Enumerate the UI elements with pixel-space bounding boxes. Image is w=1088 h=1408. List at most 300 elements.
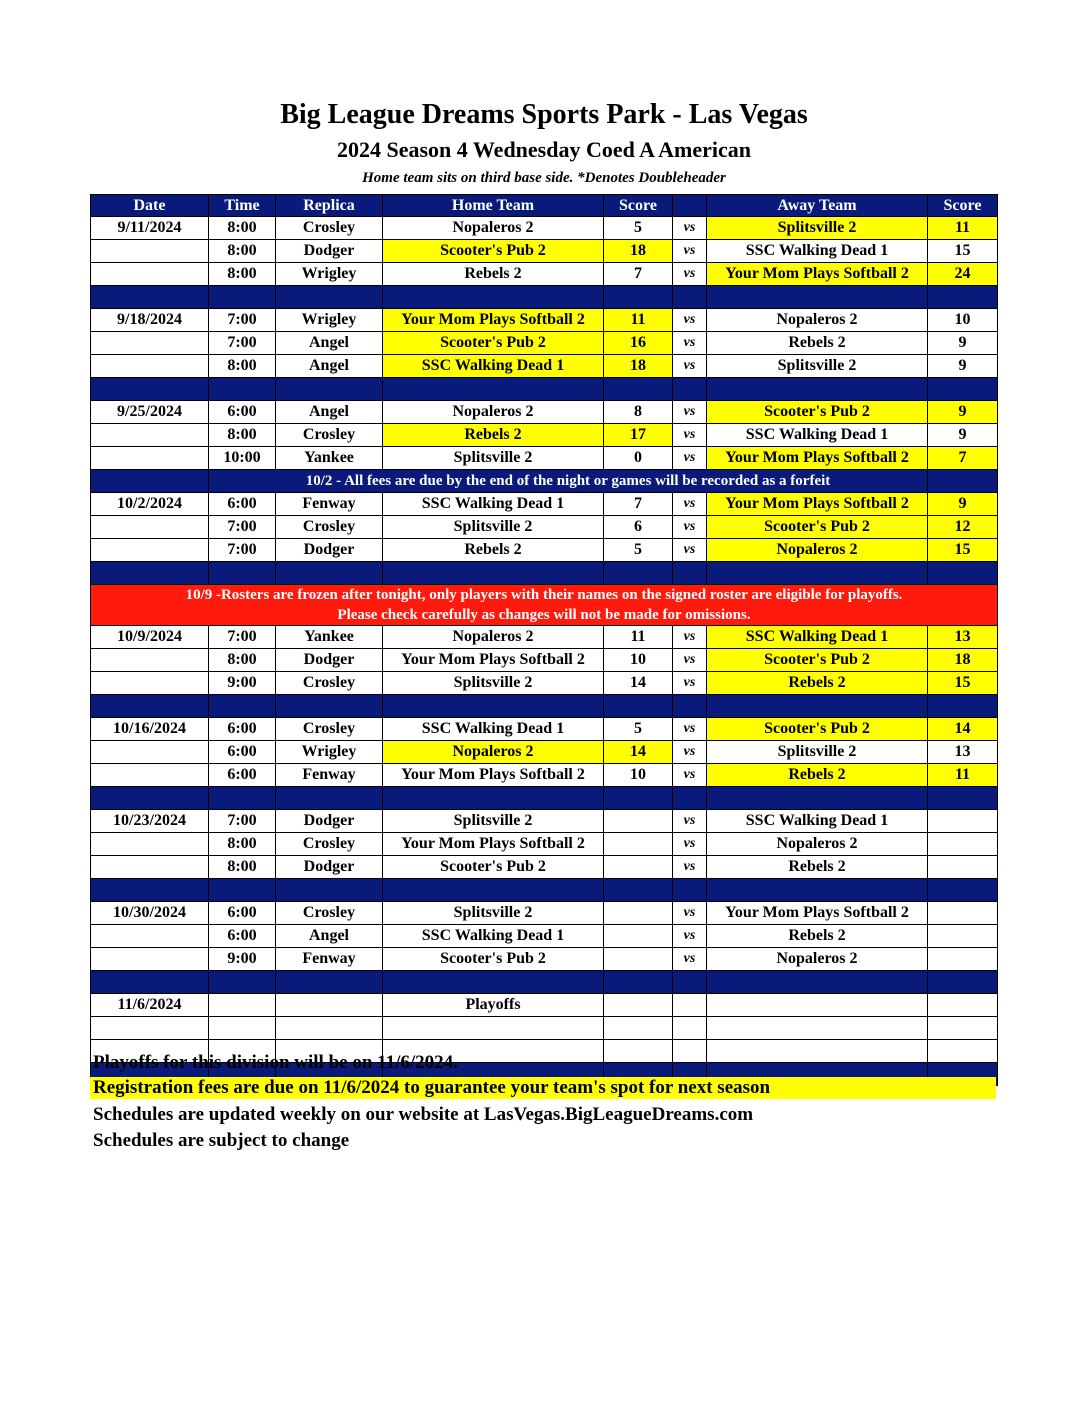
date-cell xyxy=(91,764,209,787)
date-cell xyxy=(91,539,209,562)
game-row xyxy=(91,856,998,879)
home-score-cell xyxy=(604,1040,673,1063)
home-score-cell: 5 xyxy=(604,217,673,240)
away-score-cell: 15 xyxy=(928,240,998,263)
time-cell: 6:00 xyxy=(209,718,276,741)
away-score-cell: 10 xyxy=(928,309,998,332)
col-header-away-score: Score xyxy=(928,195,998,217)
away-score-cell xyxy=(928,925,998,948)
separator-cell xyxy=(707,378,928,401)
separator-cell xyxy=(928,378,998,401)
replica-cell: Angel xyxy=(276,332,383,355)
replica-cell: Crosley xyxy=(276,217,383,240)
vs-cell: vs xyxy=(673,718,707,741)
time-cell: 8:00 xyxy=(209,240,276,263)
date-cell xyxy=(91,833,209,856)
time-cell: 8:00 xyxy=(209,263,276,286)
time-cell: 9:00 xyxy=(209,948,276,971)
home-team-cell: Rebels 2 xyxy=(383,539,604,562)
game-row xyxy=(91,355,998,378)
away-score-cell: 15 xyxy=(928,672,998,695)
replica-cell: Wrigley xyxy=(276,741,383,764)
home-score-cell: 5 xyxy=(604,718,673,741)
game-row xyxy=(91,718,998,741)
game-row xyxy=(91,332,998,355)
away-score-cell xyxy=(928,833,998,856)
col-header-home-score: Score xyxy=(604,195,673,217)
notice-spacer-cell xyxy=(91,470,209,493)
home-score-cell xyxy=(604,833,673,856)
separator-cell xyxy=(673,971,707,994)
time-cell: 8:00 xyxy=(209,355,276,378)
roster-alert-line-2: Please check carefully as changes will not be made for omissions. xyxy=(337,607,751,623)
home-team-cell: Nopaleros 2 xyxy=(383,626,604,649)
home-score-cell: 6 xyxy=(604,516,673,539)
game-row xyxy=(91,741,998,764)
away-score-cell: 13 xyxy=(928,626,998,649)
away-score-cell: 9 xyxy=(928,493,998,516)
away-team-cell xyxy=(707,1017,928,1040)
time-cell: 6:00 xyxy=(209,741,276,764)
game-row xyxy=(91,810,998,833)
away-score-cell xyxy=(928,810,998,833)
date-cell: 10/30/2024 xyxy=(91,902,209,925)
home-score-cell: 18 xyxy=(604,240,673,263)
vs-cell: vs xyxy=(673,902,707,925)
time-cell: 10:00 xyxy=(209,447,276,470)
away-score-cell xyxy=(928,1040,998,1063)
separator-cell xyxy=(91,378,209,401)
separator-cell xyxy=(604,879,673,902)
roster-alert-line-1: 10/9 -Rosters are frozen after tonight, only players with their names on the signed roster are eligible for playoffs. xyxy=(185,587,903,603)
home-team-cell: Splitsville 2 xyxy=(383,810,604,833)
game-row xyxy=(91,217,998,240)
home-score-cell xyxy=(604,925,673,948)
home-team-cell: Nopaleros 2 xyxy=(383,401,604,424)
footer-playoffs-note: Playoffs for this division will be on 11/6/2024. xyxy=(93,1052,458,1073)
time-cell: 6:00 xyxy=(209,764,276,787)
game-row xyxy=(91,764,998,787)
away-score-cell: 9 xyxy=(928,355,998,378)
away-score-cell: 7 xyxy=(928,447,998,470)
week-separator-row xyxy=(91,971,998,994)
separator-cell xyxy=(604,695,673,718)
away-team-cell: Rebels 2 xyxy=(707,925,928,948)
time-cell: 6:00 xyxy=(209,401,276,424)
home-score-cell xyxy=(604,994,673,1017)
separator-cell xyxy=(707,695,928,718)
separator-cell xyxy=(383,695,604,718)
replica-cell: Yankee xyxy=(276,626,383,649)
replica-cell: Fenway xyxy=(276,764,383,787)
seating-note: Home team sits on third base side. *Denotes Doubleheader xyxy=(362,170,726,186)
separator-cell xyxy=(276,562,383,585)
date-cell xyxy=(91,263,209,286)
roster-alert-cell xyxy=(91,585,998,626)
away-score-cell xyxy=(928,948,998,971)
separator-cell xyxy=(673,695,707,718)
vs-cell: vs xyxy=(673,355,707,378)
game-row xyxy=(91,424,998,447)
vs-cell: vs xyxy=(673,810,707,833)
date-cell xyxy=(91,447,209,470)
separator-cell xyxy=(276,879,383,902)
home-score-cell: 5 xyxy=(604,539,673,562)
separator-cell xyxy=(604,787,673,810)
home-team-cell: Scooter's Pub 2 xyxy=(383,240,604,263)
away-team-cell: Your Mom Plays Softball 2 xyxy=(707,493,928,516)
separator-cell xyxy=(276,378,383,401)
separator-cell xyxy=(928,695,998,718)
game-row xyxy=(91,263,998,286)
away-team-cell: Nopaleros 2 xyxy=(707,833,928,856)
date-cell: 11/6/2024 xyxy=(91,994,209,1017)
separator-cell xyxy=(276,787,383,810)
time-cell: 8:00 xyxy=(209,217,276,240)
separator-cell xyxy=(707,879,928,902)
col-header-replica: Replica xyxy=(276,195,383,217)
col-header-date: Date xyxy=(91,195,209,217)
replica-cell: Fenway xyxy=(276,493,383,516)
time-cell: 7:00 xyxy=(209,332,276,355)
vs-cell: vs xyxy=(673,856,707,879)
footer-website-note: Schedules are updated weekly on our website at LasVegas.BigLeagueDreams.com xyxy=(93,1104,754,1125)
separator-cell xyxy=(928,562,998,585)
date-cell xyxy=(91,240,209,263)
date-cell: 10/23/2024 xyxy=(91,810,209,833)
away-team-cell: Your Mom Plays Softball 2 xyxy=(707,902,928,925)
away-team-cell: Nopaleros 2 xyxy=(707,539,928,562)
separator-cell xyxy=(91,562,209,585)
replica-cell: Dodger xyxy=(276,810,383,833)
date-cell xyxy=(91,424,209,447)
vs-cell: vs xyxy=(673,447,707,470)
separator-cell xyxy=(673,787,707,810)
replica-cell: Angel xyxy=(276,925,383,948)
replica-cell: Dodger xyxy=(276,539,383,562)
away-team-cell: Scooter's Pub 2 xyxy=(707,401,928,424)
date-cell: 9/11/2024 xyxy=(91,217,209,240)
separator-cell xyxy=(209,562,276,585)
time-cell: 8:00 xyxy=(209,424,276,447)
week-separator-row xyxy=(91,879,998,902)
replica-cell: Crosley xyxy=(276,424,383,447)
away-team-cell: Nopaleros 2 xyxy=(707,948,928,971)
vs-cell: vs xyxy=(673,672,707,695)
vs-cell: vs xyxy=(673,741,707,764)
week-separator-row xyxy=(91,787,998,810)
vs-cell: vs xyxy=(673,424,707,447)
time-cell: 7:00 xyxy=(209,516,276,539)
home-team-cell: Your Mom Plays Softball 2 xyxy=(383,764,604,787)
date-cell: 9/18/2024 xyxy=(91,309,209,332)
col-header-home-team: Home Team xyxy=(383,195,604,217)
col-header-away-team: Away Team xyxy=(707,195,928,217)
away-team-cell: Nopaleros 2 xyxy=(707,309,928,332)
time-cell: 9:00 xyxy=(209,672,276,695)
vs-cell: vs xyxy=(673,401,707,424)
replica-cell xyxy=(276,994,383,1017)
away-score-cell xyxy=(928,856,998,879)
week-separator-row xyxy=(91,695,998,718)
separator-cell xyxy=(383,286,604,309)
separator-cell xyxy=(604,562,673,585)
home-score-cell: 17 xyxy=(604,424,673,447)
away-score-cell: 11 xyxy=(928,764,998,787)
date-cell: 10/2/2024 xyxy=(91,493,209,516)
col-header-time: Time xyxy=(209,195,276,217)
time-cell: 7:00 xyxy=(209,539,276,562)
away-score-cell: 24 xyxy=(928,263,998,286)
away-team-cell: Splitsville 2 xyxy=(707,741,928,764)
separator-cell xyxy=(209,971,276,994)
separator-cell xyxy=(209,286,276,309)
game-row xyxy=(91,672,998,695)
time-cell xyxy=(209,1017,276,1040)
date-cell: 10/16/2024 xyxy=(91,718,209,741)
time-cell: 6:00 xyxy=(209,925,276,948)
home-team-cell: SSC Walking Dead 1 xyxy=(383,493,604,516)
game-row xyxy=(91,240,998,263)
home-team-cell: Your Mom Plays Softball 2 xyxy=(383,833,604,856)
away-score-cell xyxy=(928,1017,998,1040)
separator-cell xyxy=(928,286,998,309)
footer-registration-note: Registration fees are due on 11/6/2024 to guarantee your team's spot for next season xyxy=(90,1077,996,1099)
home-team-cell: Splitsville 2 xyxy=(383,902,604,925)
separator-cell xyxy=(91,695,209,718)
col-header-vs xyxy=(673,195,707,217)
home-team-cell: Rebels 2 xyxy=(383,263,604,286)
separator-cell xyxy=(604,286,673,309)
home-team-cell: Splitsville 2 xyxy=(383,447,604,470)
home-score-cell xyxy=(604,810,673,833)
away-team-cell: SSC Walking Dead 1 xyxy=(707,240,928,263)
separator-cell xyxy=(209,787,276,810)
separator-cell xyxy=(91,879,209,902)
vs-cell: vs xyxy=(673,263,707,286)
away-score-cell: 9 xyxy=(928,401,998,424)
date-cell: 10/9/2024 xyxy=(91,626,209,649)
vs-cell: vs xyxy=(673,309,707,332)
separator-cell xyxy=(928,879,998,902)
vs-cell: vs xyxy=(673,925,707,948)
home-score-cell xyxy=(604,902,673,925)
away-team-cell: Rebels 2 xyxy=(707,764,928,787)
replica-cell: Dodger xyxy=(276,240,383,263)
away-score-cell: 9 xyxy=(928,424,998,447)
away-team-cell: Rebels 2 xyxy=(707,332,928,355)
home-score-cell: 16 xyxy=(604,332,673,355)
home-team-cell: Scooter's Pub 2 xyxy=(383,856,604,879)
vs-cell: vs xyxy=(673,764,707,787)
separator-cell xyxy=(209,378,276,401)
away-team-cell: Scooter's Pub 2 xyxy=(707,516,928,539)
separator-cell xyxy=(91,971,209,994)
time-cell: 6:00 xyxy=(209,902,276,925)
vs-cell: vs xyxy=(673,332,707,355)
separator-cell xyxy=(673,286,707,309)
separator-cell xyxy=(928,787,998,810)
replica-cell: Dodger xyxy=(276,649,383,672)
game-row xyxy=(91,902,998,925)
replica-cell: Crosley xyxy=(276,672,383,695)
replica-cell: Dodger xyxy=(276,856,383,879)
date-cell xyxy=(91,741,209,764)
away-team-cell: SSC Walking Dead 1 xyxy=(707,626,928,649)
replica-cell: Wrigley xyxy=(276,309,383,332)
separator-cell xyxy=(383,378,604,401)
away-score-cell: 9 xyxy=(928,332,998,355)
game-row xyxy=(91,925,998,948)
away-score-cell: 15 xyxy=(928,539,998,562)
date-cell xyxy=(91,925,209,948)
separator-cell xyxy=(928,971,998,994)
away-team-cell: Scooter's Pub 2 xyxy=(707,718,928,741)
away-team-cell: Your Mom Plays Softball 2 xyxy=(707,447,928,470)
home-team-cell: Playoffs xyxy=(383,994,604,1017)
separator-cell xyxy=(673,562,707,585)
away-team-cell: Splitsville 2 xyxy=(707,355,928,378)
away-score-cell xyxy=(928,902,998,925)
home-team-cell: Scooter's Pub 2 xyxy=(383,948,604,971)
game-row xyxy=(91,447,998,470)
separator-cell xyxy=(604,971,673,994)
away-team-cell xyxy=(707,1040,928,1063)
separator-cell xyxy=(707,286,928,309)
separator-cell xyxy=(707,787,928,810)
away-team-cell: Rebels 2 xyxy=(707,856,928,879)
replica-cell: Wrigley xyxy=(276,263,383,286)
separator-cell xyxy=(276,695,383,718)
time-cell: 8:00 xyxy=(209,833,276,856)
home-score-cell: 0 xyxy=(604,447,673,470)
date-cell xyxy=(91,1017,209,1040)
away-team-cell xyxy=(707,994,928,1017)
replica-cell: Fenway xyxy=(276,948,383,971)
separator-cell xyxy=(604,378,673,401)
week-separator-row xyxy=(91,562,998,585)
fees-notice-text: 10/2 - All fees are due by the end of the night or games will be recorded as a forfeit xyxy=(209,470,928,493)
home-score-cell: 18 xyxy=(604,355,673,378)
home-score-cell: 14 xyxy=(604,672,673,695)
game-row xyxy=(91,401,998,424)
vs-cell xyxy=(673,1017,707,1040)
home-team-cell: Scooter's Pub 2 xyxy=(383,332,604,355)
date-cell xyxy=(91,332,209,355)
table-header-row xyxy=(91,195,998,217)
game-row xyxy=(91,539,998,562)
home-team-cell: Nopaleros 2 xyxy=(383,217,604,240)
date-cell xyxy=(91,355,209,378)
game-row xyxy=(91,626,998,649)
separator-cell xyxy=(707,971,928,994)
away-score-cell: 18 xyxy=(928,649,998,672)
game-row xyxy=(91,1017,998,1040)
separator-cell xyxy=(276,971,383,994)
schedule-body xyxy=(91,217,998,1086)
away-score-cell: 13 xyxy=(928,741,998,764)
game-row xyxy=(91,833,998,856)
separator-cell xyxy=(707,562,928,585)
date-cell xyxy=(91,856,209,879)
away-team-cell: Splitsville 2 xyxy=(707,217,928,240)
home-score-cell xyxy=(604,1017,673,1040)
home-score-cell: 14 xyxy=(604,741,673,764)
time-cell: 7:00 xyxy=(209,810,276,833)
page-subtitle: 2024 Season 4 Wednesday Coed A American xyxy=(337,137,751,162)
away-team-cell: Your Mom Plays Softball 2 xyxy=(707,263,928,286)
replica-cell: Angel xyxy=(276,401,383,424)
fees-notice-row xyxy=(91,470,998,493)
separator-cell xyxy=(383,879,604,902)
game-row xyxy=(91,516,998,539)
home-score-cell: 10 xyxy=(604,649,673,672)
away-team-cell: Scooter's Pub 2 xyxy=(707,649,928,672)
time-cell: 8:00 xyxy=(209,856,276,879)
home-team-cell: Rebels 2 xyxy=(383,424,604,447)
date-cell xyxy=(91,649,209,672)
notice-spacer-cell xyxy=(928,470,998,493)
page-title: Big League Dreams Sports Park - Las Vegas xyxy=(280,99,808,130)
week-separator-row xyxy=(91,378,998,401)
replica-cell xyxy=(276,1017,383,1040)
separator-cell xyxy=(209,879,276,902)
replica-cell: Crosley xyxy=(276,902,383,925)
away-score-cell: 12 xyxy=(928,516,998,539)
separator-cell xyxy=(91,787,209,810)
vs-cell xyxy=(673,1040,707,1063)
time-cell: 7:00 xyxy=(209,309,276,332)
separator-cell xyxy=(383,971,604,994)
home-team-cell: SSC Walking Dead 1 xyxy=(383,718,604,741)
game-row xyxy=(91,493,998,516)
away-score-cell xyxy=(928,994,998,1017)
home-team-cell: SSC Walking Dead 1 xyxy=(383,355,604,378)
separator-cell xyxy=(91,286,209,309)
home-score-cell: 8 xyxy=(604,401,673,424)
home-score-cell xyxy=(604,856,673,879)
time-cell xyxy=(209,994,276,1017)
home-score-cell: 11 xyxy=(604,309,673,332)
date-cell xyxy=(91,948,209,971)
separator-cell xyxy=(383,787,604,810)
date-cell xyxy=(91,672,209,695)
vs-cell: vs xyxy=(673,240,707,263)
week-separator-row xyxy=(91,286,998,309)
vs-cell: vs xyxy=(673,833,707,856)
replica-cell: Crosley xyxy=(276,833,383,856)
vs-cell: vs xyxy=(673,948,707,971)
roster-alert-row xyxy=(91,585,998,626)
home-team-cell: Splitsville 2 xyxy=(383,516,604,539)
home-team-cell xyxy=(383,1017,604,1040)
away-team-cell: SSC Walking Dead 1 xyxy=(707,810,928,833)
home-team-cell: Nopaleros 2 xyxy=(383,741,604,764)
separator-cell xyxy=(673,879,707,902)
replica-cell: Crosley xyxy=(276,516,383,539)
home-score-cell xyxy=(604,948,673,971)
away-score-cell: 14 xyxy=(928,718,998,741)
away-score-cell: 11 xyxy=(928,217,998,240)
vs-cell: vs xyxy=(673,626,707,649)
replica-cell: Yankee xyxy=(276,447,383,470)
home-team-cell: Your Mom Plays Softball 2 xyxy=(383,309,604,332)
vs-cell: vs xyxy=(673,539,707,562)
home-score-cell: 11 xyxy=(604,626,673,649)
separator-cell xyxy=(276,286,383,309)
vs-cell: vs xyxy=(673,217,707,240)
game-row xyxy=(91,948,998,971)
